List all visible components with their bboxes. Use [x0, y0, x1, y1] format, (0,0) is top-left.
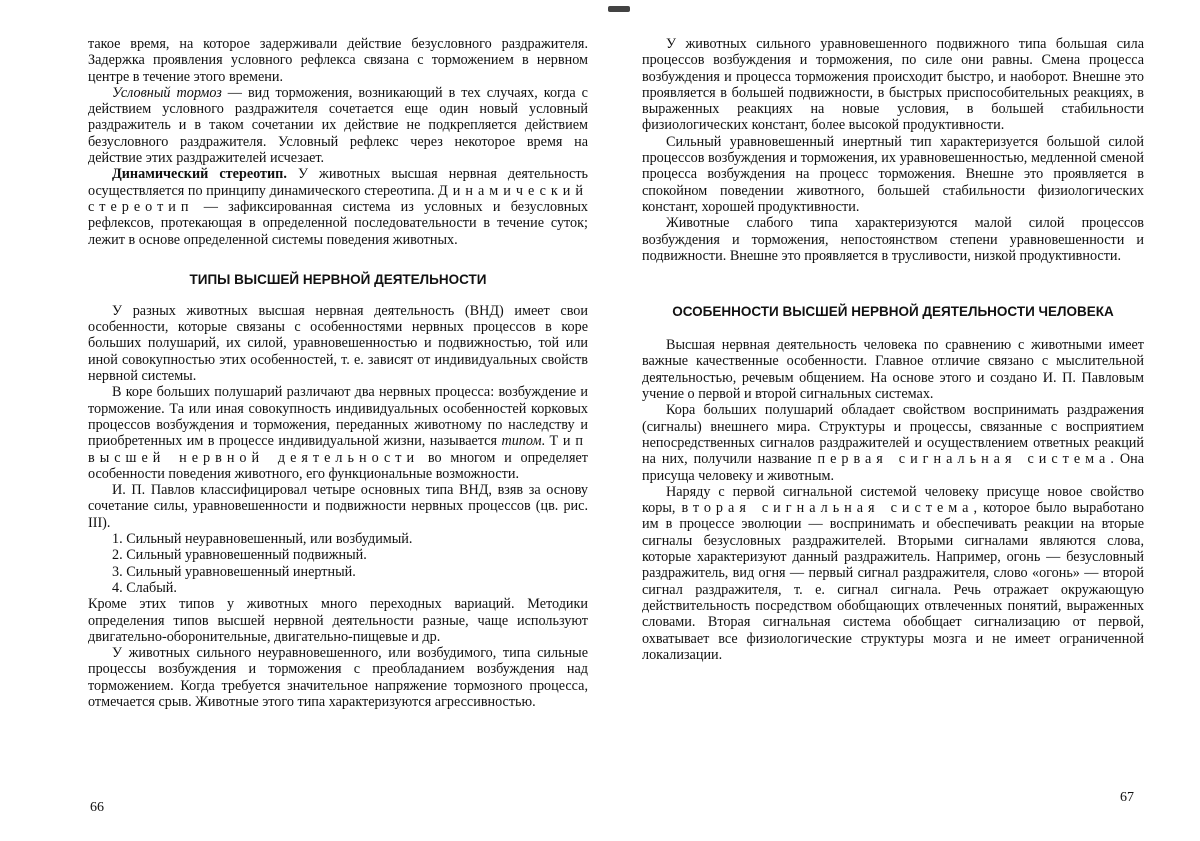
page-number-right: 67	[1120, 790, 1134, 805]
text-first-signal-a: Кора больших полушарий обладает свойством воспринимать раздражения (сигналы) внешнего мира. Структуры и процессы, связанные с восприятием непосредственных сигналов раздражителей и осуществлением ответных реакций на них, получили название	[642, 402, 1144, 468]
paragraph-vnd-features: У разных животных высшая нервная деятельность (ВНД) имеет свои особенности, которые связаны с особенностями нервных процессов в коре больших полушарий, их силой, уравновешенностью и подвижностью, той или иной совокупностью этих особенностей, т. е. зависят от индивидуальных свойств нервной системы.	[88, 302, 588, 385]
paragraph-delay-continuation: такое время, на которое задерживали действие безусловного раздражителя. Задержка проявления условного рефлекса связана с торможением в нервном центре в течение этого времени.	[88, 36, 588, 85]
list-item: 1. Сильный неуравновешенный, или возбудимый.	[112, 531, 413, 548]
list-item: 2. Сильный уравновешенный подвижный.	[112, 547, 367, 564]
text-two-processes-c: во многом и определяет особенности поведения животного, его функциональные возможности.	[88, 449, 588, 482]
scan-artifact	[608, 6, 630, 12]
paragraph-first-signal-system	[642, 402, 1144, 483]
list-item: 3. Сильный уравновешенный инертный.	[112, 563, 356, 580]
text-second-signal-b: , которое было выработано им в процессе эволюции — воспринимать и обеспечивать реакции на вторые сигналы безусловных раздражителей. Вторыми сигналами являются слова, которые характеризуют данный раздражитель. Например, огонь — безусловный раздражитель, вид огня — первый сигнал раздражителя, слово «огонь» — второй сигнал раздражителя, т. е. сигнал сигнала. Речь отражает окружающую действительность посредством обобщающих отвлеченных понятий, выраженных словами. Вторая сигнальная система обобщает сигнализацию от первой, охватывает все физиологические структуры мозга и не имеет ограниченной локализации.	[642, 500, 1145, 663]
term-vnd-type: Тип высшей нервной деятельности	[88, 433, 589, 466]
text-two-processes-b: .	[541, 433, 550, 450]
paragraph-weak: Животные слабого типа характеризуются малой силой процессов возбуждения и торможения, непостоянством степени уравновешенности и подвижности. Внешне это проявляется в трусливости, низкой продуктивности.	[642, 215, 1144, 264]
section-title-vnd-types: ТИПЫ ВЫСШЕЙ НЕРВНОЙ ДЕЯТЕЛЬНОСТИ	[189, 271, 487, 287]
right-text-column	[642, 36, 1144, 663]
text-second-signal-a: Наряду с первой сигнальной системой человеку присуще новое свойство коры,	[642, 483, 1144, 517]
paragraph-transitional-variants: Кроме этих типов у животных много переходных вариаций. Методики определения типов высшей нервной деятельности разные, чаще используют двигательно-оборонительные, двигательно-пищевые и др.	[88, 596, 588, 645]
paragraph-second-signal-system	[642, 484, 1144, 663]
paragraph-human-features: Высшая нервная деятельность человека по сравнению с животными имеет важные качественные особенности. Главное отличие связано с мыслительной деятельностью, речевым общением. На основе этого и создано И. П. Павловым учение о первой и второй сигнальных системах.	[642, 337, 1144, 403]
run-in-heading-dynamic-stereotype: Динамический стереотип.	[112, 166, 287, 183]
right-page	[600, 0, 1200, 841]
text-stereotype-1: У животных высшая нервная деятельность осуществляется по принципу динамического стереотипа.	[88, 166, 588, 199]
term-dynamic-stereotype: Динамический стереотип	[88, 182, 588, 215]
paragraph-two-processes	[88, 384, 588, 482]
text-conditional-brake: — вид торможения, возникающий в тех случаях, когда с действием условного раздражителя сочетается еще один новый условный раздражитель и в таком сочетании их действие не подкрепляется действием безусловного раздражителя. Условный рефлекс через некоторое время на действие этих раздражителей исчезает.	[88, 84, 588, 167]
page-number-left: 66	[90, 800, 104, 815]
paragraph-conditional-brake	[88, 85, 588, 166]
paragraph-strong-mobile: У животных сильного уравновешенного подвижного типа большая сила процессов возбуждения и торможения, по силе они равны. Смена процесса возбуждения и процесса торможения происходит быстро, и наоборот. Внешне это проявляется в большей подвижности, в быстрых приспособительных реакциях, в выраженных реакциях на новые условия, в большей стабильности физиологических констант, более высокой продуктивности.	[642, 36, 1144, 134]
paragraph-strong-inert: Сильный уравновешенный инертный тип характеризуется большой силой процессов возбуждения и торможения, их уравновешенностью, медленной сменой процесса возбуждения на процесс торможения. Внешне это проявляется в спокойном поведении животного, большей стабильности физиологических констант, хорошей продуктивности.	[642, 133, 1144, 215]
left-text-column	[88, 36, 588, 710]
vnd-types-list	[88, 531, 588, 596]
text-first-signal-b: . Она присуща человеку и животным.	[642, 451, 1145, 484]
list-item: 4. Слабый.	[112, 579, 177, 596]
text-two-processes-a: В коре больших полушарий различают два нервных процесса: возбуждение и торможение. Та или иная совокупность индивидуальных особенностей корковых процессов возбуждения и торможения, переданных животному по наследству и приобретенных им в процессе индивидуальной жизни, называется	[88, 384, 588, 450]
section-title-human-vnd: ОСОБЕННОСТИ ВЫСШЕЙ НЕРВНОЙ ДЕЯТЕЛЬНОСТИ ЧЕЛОВЕКА	[672, 304, 1114, 320]
term-first-signal-system: первая сигнальная система	[817, 451, 1111, 468]
paragraph-dynamic-stereotype	[88, 166, 588, 247]
term-second-signal-system: вторая сигнальная система	[681, 500, 974, 517]
paragraph-strong-unbalanced: У животных сильного неуравновешенного, или возбудимого, типа сильные процессы возбуждения и торможения с преобладанием возбуждения над торможением. Когда требуется значительное напряжение тормозного процесса, отмечается срыв. Животные этого типа характеризуются агрессивностью.	[88, 645, 588, 710]
paragraph-pavlov-classification: И. П. Павлов классифицировал четыре основных типа ВНД, взяв за основу сочетание силы, уравновешенности и подвижности нервных процессов (цв. рис. III).	[88, 482, 588, 531]
term-conditional-brake: Условный тормоз	[112, 84, 222, 101]
term-type: типом	[501, 433, 542, 450]
text-stereotype-2: — зафиксированная система из условных и безусловных рефлексов, протекающая в определенной последовательности в течение суток; лежит в основе определенной системы поведения животных.	[88, 198, 588, 248]
